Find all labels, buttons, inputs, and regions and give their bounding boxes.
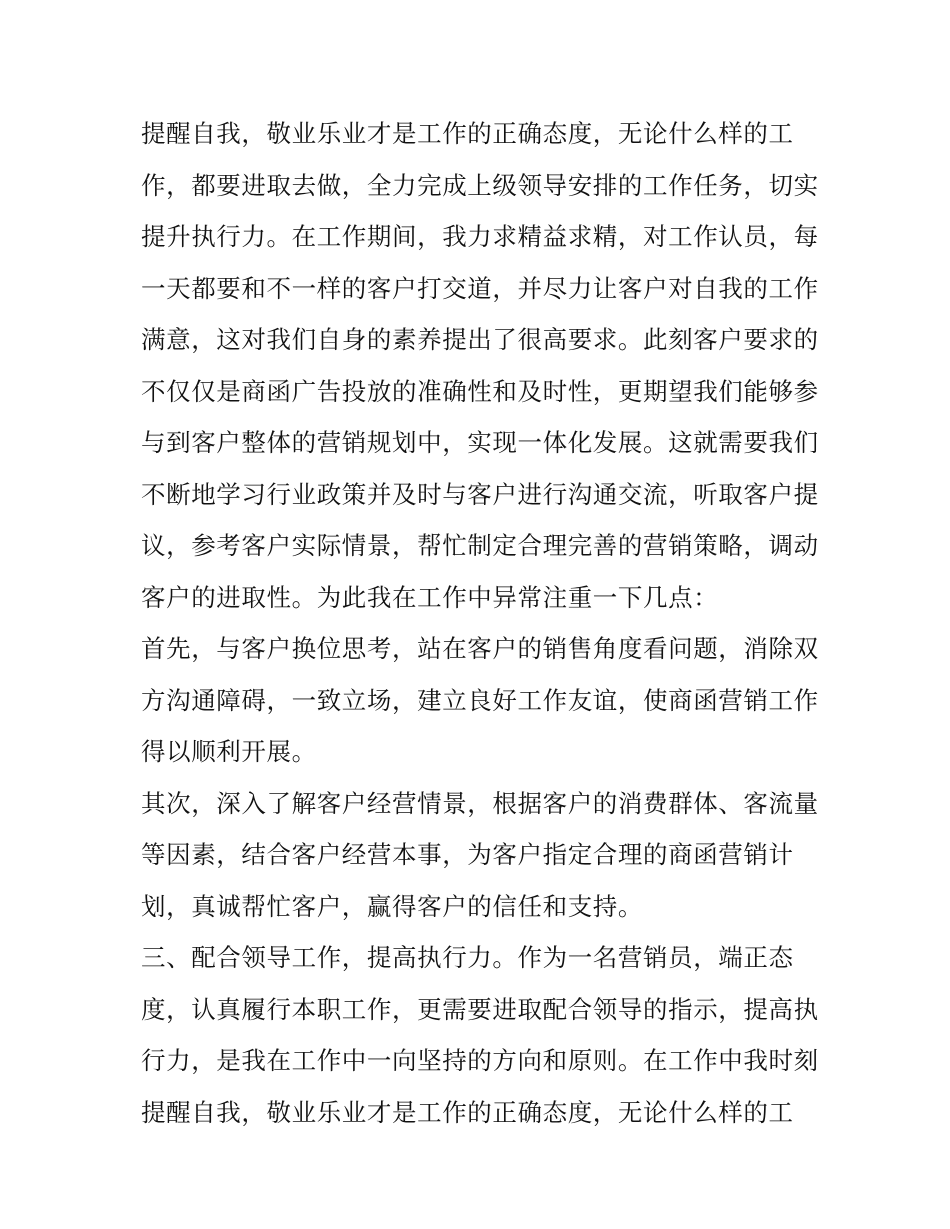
text-line: 等因素，结合客户经营本事，为客户指定合理的商函营销计 [141,840,794,869]
text-line: 首先，与客户换位思考，站在客户的销售角度看问题，消除双 [141,634,819,663]
text-line: 得以顺利开展。 [141,737,317,766]
text-line: 提醒自我，敬业乐业才是工作的正确态度，无论什么样的工 [141,119,794,148]
text-line: 议，参考客户实际情景，帮忙制定合理完善的营销策略，调动 [141,531,819,560]
text-line: 提醒自我，敬业乐业才是工作的正确态度，无论什么样的工 [141,1097,794,1127]
text-line: 度，认真履行本职工作，更需要进取配合领导的指示，提高执 [141,994,819,1024]
text-line: 提升执行力。在工作期间，我力求精益求精，对工作认员，每 [141,222,819,251]
text-line: 不断地学习行业政策并及时与客户进行沟通交流，听取客户提 [141,479,819,509]
body-text [141,108,821,1138]
text-line: 其次，深入了解客户经营情景，根据客户的消费群体、客流量 [141,788,819,818]
text-line: 三、配合领导工作，提高执行力。作为一名营销员，端正态 [141,943,794,972]
text-line: 满意，这对我们自身的素养提出了很高要求。此刻客户要求的 [141,325,819,354]
text-line: 作，都要进取去做，全力完成上级领导安排的工作任务，切实 [141,170,819,200]
text-line: 方沟通障碍，一致立场，建立良好工作友谊，使商函营销工作 [141,685,819,715]
text-line: 划，真诚帮忙客户，赢得客户的信任和支持。 [141,891,643,921]
text-line: 客户的进取性。为此我在工作中异常注重一下几点： [141,582,719,612]
text-line: 与到客户整体的营销规划中，实现一体化发展。这就需要我们 [141,428,819,457]
text-line: 不仅仅是商函广告投放的准确性和及时性，更期望我们能够参 [141,376,819,406]
text-line: 一天都要和不一样的客户打交道，并尽力让客户对自我的工作 [141,273,819,303]
text-line: 行力，是我在工作中一向坚持的方向和原则。在工作中我时刻 [141,1046,819,1075]
